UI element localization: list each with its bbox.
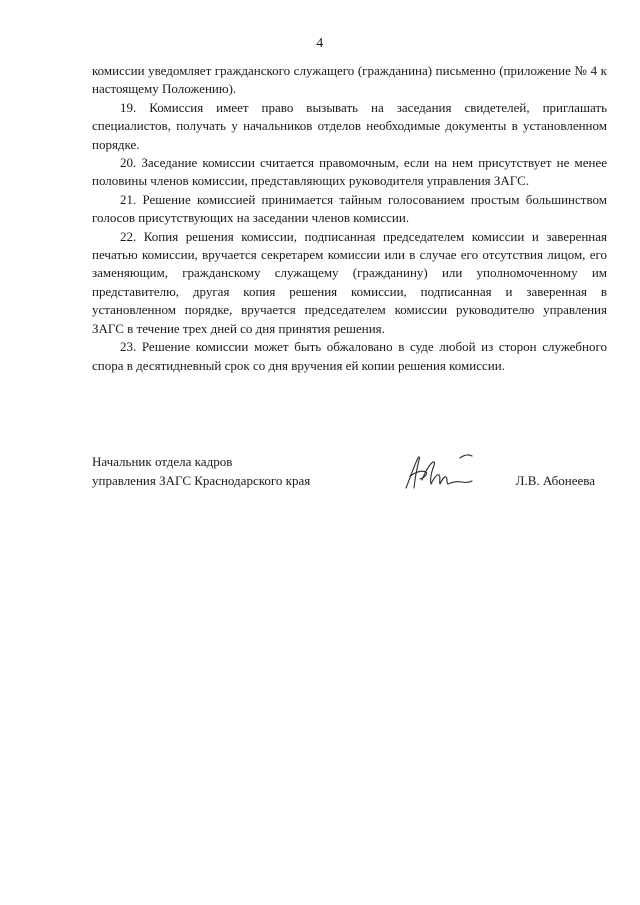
paragraph-continuation: комиссии уведомляет гражданского служащего (гражданина) письменно (приложение № 4 к настоящему Положению).: [92, 63, 607, 97]
paragraph-22: 22. Копия решения комиссии, подписанная председателем комиссии и заверенная печатью комиссии, вручается секретарем комиссии или в случае его отсутствия лицом, его заменяющим, гражданскому служащему (гражданину) или уполномоченному им представителю, другая копия решения комиссии, подписанная и заверенная в установленном порядке, вручается председателем комиссии руководителю управления ЗАГС в течение трех дней со дня принятия решения.: [92, 228, 607, 336]
paragraph-21: 21. Решение комиссией принимается тайным голосованием простым большинством голосов присутствующих на заседании членов комиссии.: [92, 191, 607, 226]
document-body: [92, 62, 607, 375]
signatory-name: Л.В. Абонеева: [515, 473, 595, 488]
page-number: 4: [316, 36, 324, 51]
signature-block: [92, 452, 607, 496]
signatory-position-line-1: Начальник отдела кадров: [92, 454, 233, 469]
paragraph-20: 20. Заседание комиссии считается правомочным, если на нем присутствует не менее половины членов комиссии, представляющих руководителя управления ЗАГС.: [92, 155, 607, 189]
paragraph-19: 19. Комиссия имеет право вызывать на заседания свидетелей, приглашать специалистов, получать у начальников отделов необходимые документы в установленном порядке.: [92, 99, 607, 152]
paragraph-23: 23. Решение комиссии может быть обжаловано в суде любой из сторон служебного спора в десятидневный срок со дня вручения ей копии решения комиссии.: [92, 339, 607, 373]
handwritten-signature: [400, 448, 480, 496]
signatory-position-line-2: управления ЗАГС Краснодарского края: [92, 473, 311, 488]
